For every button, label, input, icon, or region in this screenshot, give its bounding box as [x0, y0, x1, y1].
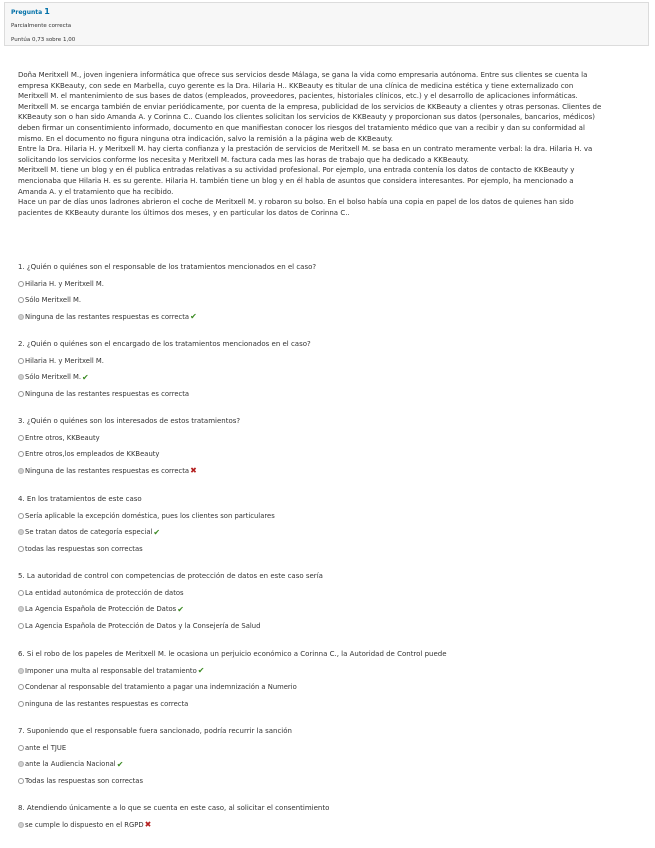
radio-icon[interactable]: [18, 745, 24, 751]
intro-line: pacientes de KKBeauty durante los últimos dos meses, y en particular los datos de Corinna C..: [18, 208, 350, 217]
answer-option[interactable]: [18, 759, 643, 769]
radio-selected-icon[interactable]: [18, 668, 24, 674]
answer-label: Se tratan datos de categoría especial: [25, 528, 153, 536]
radio-icon[interactable]: [18, 358, 24, 364]
answer-label: Entre otros, KKBeauty: [25, 433, 100, 442]
answer-label: La Agencia Española de Protección de Datos y la Consejería de Salud: [25, 621, 261, 630]
question-text: 8. Atendiendo únicamente a lo que se cuenta en este caso, al solicitar el consentimiento: [18, 804, 330, 812]
answer-label: todas las respuestas son correctas: [25, 544, 143, 553]
question-text: 5. La autoridad de control con competencias de protección de datos en este caso sería: [18, 572, 323, 580]
question-1: [18, 262, 643, 322]
radio-icon[interactable]: [18, 297, 24, 303]
radio-icon[interactable]: [18, 590, 24, 596]
answer-label: Ninguna de las restantes respuestas es correcta: [25, 466, 190, 475]
answer-option[interactable]: [18, 682, 643, 692]
intro-line: Entre la Dra. Hilaria H. y Meritxell M. hay cierta confianza y la prestación de servicios de Meritxell M. se basa en un contrato meramente verbal: la dra. Hilaria H. va: [18, 145, 593, 154]
question-5: [18, 571, 643, 631]
answer-option[interactable]: [18, 527, 643, 537]
intro-line: empresa KKBeauty, con sede en Marbella, cuyo gerente es la Dra. Hilaria H.. KKBeauty es titular de una clínica de medicina estética y tiene externalizado con: [18, 81, 574, 90]
radio-icon[interactable]: [18, 391, 24, 397]
correct-check-icon: ✔: [177, 604, 184, 614]
answer-option[interactable]: [18, 433, 643, 443]
answer-option[interactable]: [18, 312, 643, 322]
answer-label: se cumple lo dispuesto en el RGPD: [25, 820, 144, 829]
intro-line: Meritxell M. tiene un blog y en él publica entradas relativas a su actividad profesional. Por ejemplo, una entrada contenía los datos de contacto de KKBeauty y: [18, 166, 575, 175]
correct-check-icon: ✔: [190, 312, 197, 321]
question-2: [18, 339, 643, 399]
question-grade: Puntúa 0,73 sobre 1,00: [11, 37, 76, 43]
answer-option[interactable]: [18, 279, 643, 289]
intro-line: Meritxell M. se encarga también de enviar periódicamente, por cuenta de la empresa, publicidad de los servicios de KKBeauty a clientes y otras personas. Clientes de: [18, 102, 602, 111]
case-statement: [18, 70, 643, 218]
answer-label: Sería aplicable la excepción doméstica, pues los clientes son particulares: [25, 511, 275, 520]
radio-selected-icon[interactable]: [18, 761, 24, 767]
intro-line: Amanda A. y el tratamiento que ha recibido.: [18, 187, 174, 196]
correct-check-icon: ✔: [197, 666, 205, 675]
question-7: [18, 726, 643, 786]
answer-label: Entre otros,los empleados de KKBeauty: [25, 450, 160, 458]
answer-option[interactable]: [18, 820, 643, 830]
question-state: Parcialmente correcta: [11, 23, 72, 29]
answer-label: ante la Audiencia Nacional: [25, 760, 116, 768]
radio-selected-icon[interactable]: [18, 529, 24, 535]
answer-label: Sólo Meritxell M.: [25, 373, 82, 381]
answer-label: Ninguna de las restantes respuestas es correcta: [25, 312, 190, 321]
answer-option[interactable]: [18, 604, 643, 614]
radio-icon[interactable]: [18, 281, 24, 287]
answer-option[interactable]: [18, 621, 643, 631]
question-text: 2. ¿Quién o quiénes son el encargado de los tratamientos mencionados en el caso?: [18, 340, 311, 348]
radio-selected-icon[interactable]: [18, 314, 24, 320]
question-number: [11, 7, 50, 16]
intro-line: mencionaba que Hilaria H. es su gerente. Hilaria H. también tiene un blog y en él habla de asuntos que considera interesantes. Por ejemplo, ha mencionado a: [18, 176, 574, 185]
radio-icon[interactable]: [18, 513, 24, 519]
intro-line: KKBeauty son o han sido Amanda A. y Corinna C.. Cuando los clientes solicitan los servicios de KKBeauty y proporcionan sus datos (personales, bancarios, médicos): [18, 113, 595, 122]
intro-line: Meritxell M. el mantenimiento de sus bases de datos (empleados, proveedores, pacientes, historiales clínicos, etc.) y el desarrollo de aplicaciones informáticas.: [18, 92, 578, 101]
intro-line: deben firmar un consentimiento informado, documento en que manifiestan conocer los riesgos del tratamiento médico que van a recibir y dan su conformidad al: [18, 123, 585, 132]
radio-icon[interactable]: [18, 623, 24, 629]
answer-label: ninguna de las restantes respuestas es correcta: [25, 699, 189, 708]
radio-icon[interactable]: [18, 684, 24, 690]
answer-option[interactable]: [18, 699, 643, 709]
answer-label: ante el TJUE: [25, 743, 67, 752]
incorrect-cross-icon: ✖: [144, 820, 152, 829]
answer-option[interactable]: [18, 776, 643, 786]
question-text: 4. En los tratamientos de este caso: [18, 495, 142, 503]
answer-label: La entidad autonómica de protección de datos: [25, 588, 184, 597]
correct-check-icon: ✔: [116, 759, 124, 769]
answer-option[interactable]: [18, 466, 643, 476]
answer-option[interactable]: [18, 588, 643, 598]
answer-label: La Agencia Española de Protección de Datos: [25, 605, 177, 613]
radio-selected-icon[interactable]: [18, 468, 24, 474]
question-6: [18, 649, 643, 709]
answer-label: Hilaria H. y Meritxell M.: [25, 279, 104, 288]
correct-check-icon: ✔: [82, 372, 89, 382]
answer-option[interactable]: [18, 356, 643, 366]
radio-icon[interactable]: [18, 778, 24, 784]
answer-option[interactable]: [18, 449, 643, 459]
answer-option[interactable]: [18, 511, 643, 521]
radio-selected-icon[interactable]: [18, 606, 24, 612]
incorrect-cross-icon: ✖: [190, 466, 197, 475]
question-text: 7. Suponiendo que el responsable fuera sancionado, podría recurrir la sanción: [18, 727, 292, 735]
radio-icon[interactable]: [18, 546, 24, 552]
correct-check-icon: ✔: [153, 527, 161, 537]
answer-label: Imponer una multa al responsable del tratamiento: [25, 666, 197, 675]
answer-label: Condenar al responsable del tratamiento a pagar una indemnización a Numerio: [25, 683, 297, 691]
intro-line: solicitando los servicios conforme los necesita y Meritxell M. factura cada mes las horas de trabajo que ha dedicado a KKBeauty.: [18, 155, 469, 164]
answer-option[interactable]: [18, 295, 643, 305]
radio-selected-icon[interactable]: [18, 822, 24, 828]
answer-label: Hilaria H. y Meritxell M.: [25, 356, 104, 365]
radio-icon[interactable]: [18, 701, 24, 707]
answer-option[interactable]: [18, 389, 643, 399]
answer-label: Todas las respuestas son correctas: [25, 776, 144, 785]
question-label: Pregunta: [11, 9, 43, 16]
radio-icon[interactable]: [18, 435, 24, 441]
question-8: [18, 803, 643, 830]
answer-option[interactable]: [18, 372, 643, 382]
question-text: 3. ¿Quién o quiénes son los interesados de estos tratamientos?: [18, 417, 241, 425]
answer-label: Ninguna de las restantes respuestas es correcta: [25, 389, 190, 398]
question-3: [18, 416, 643, 476]
question-text: 1. ¿Quién o quiénes son el responsable de los tratamientos mencionados en el caso?: [18, 263, 317, 271]
intro-line: Hace un par de días unos ladrones abrieron el coche de Meritxell M. y robaron su bolso. En el bolso había una copia en papel de los datos de quienes han sido: [18, 198, 574, 207]
radio-icon[interactable]: [18, 451, 24, 457]
answer-option[interactable]: [18, 666, 643, 676]
answer-option[interactable]: [18, 544, 643, 554]
intro-line: Doña Meritxell M., joven ingeniera informática que ofrece sus servicios desde Málaga, se gana la vida como empresaria autónoma. Entre sus clientes se cuenta la: [18, 71, 588, 79]
question-info-box: [4, 2, 649, 46]
question-text: 6. Si el robo de los papeles de Meritxell M. le ocasiona un perjuicio económico a Corinna C., la Autoridad de Control puede: [18, 650, 447, 658]
question-4: [18, 494, 643, 554]
answer-option[interactable]: [18, 743, 643, 753]
intro-line: mismo. En el documento no figura ninguna otra indicación, salvo la remisión a la página web de KKBeauty.: [18, 134, 393, 143]
question-number-value: 1: [44, 7, 50, 16]
answer-label: Sólo Meritxell M.: [25, 296, 82, 304]
radio-selected-icon[interactable]: [18, 374, 24, 380]
